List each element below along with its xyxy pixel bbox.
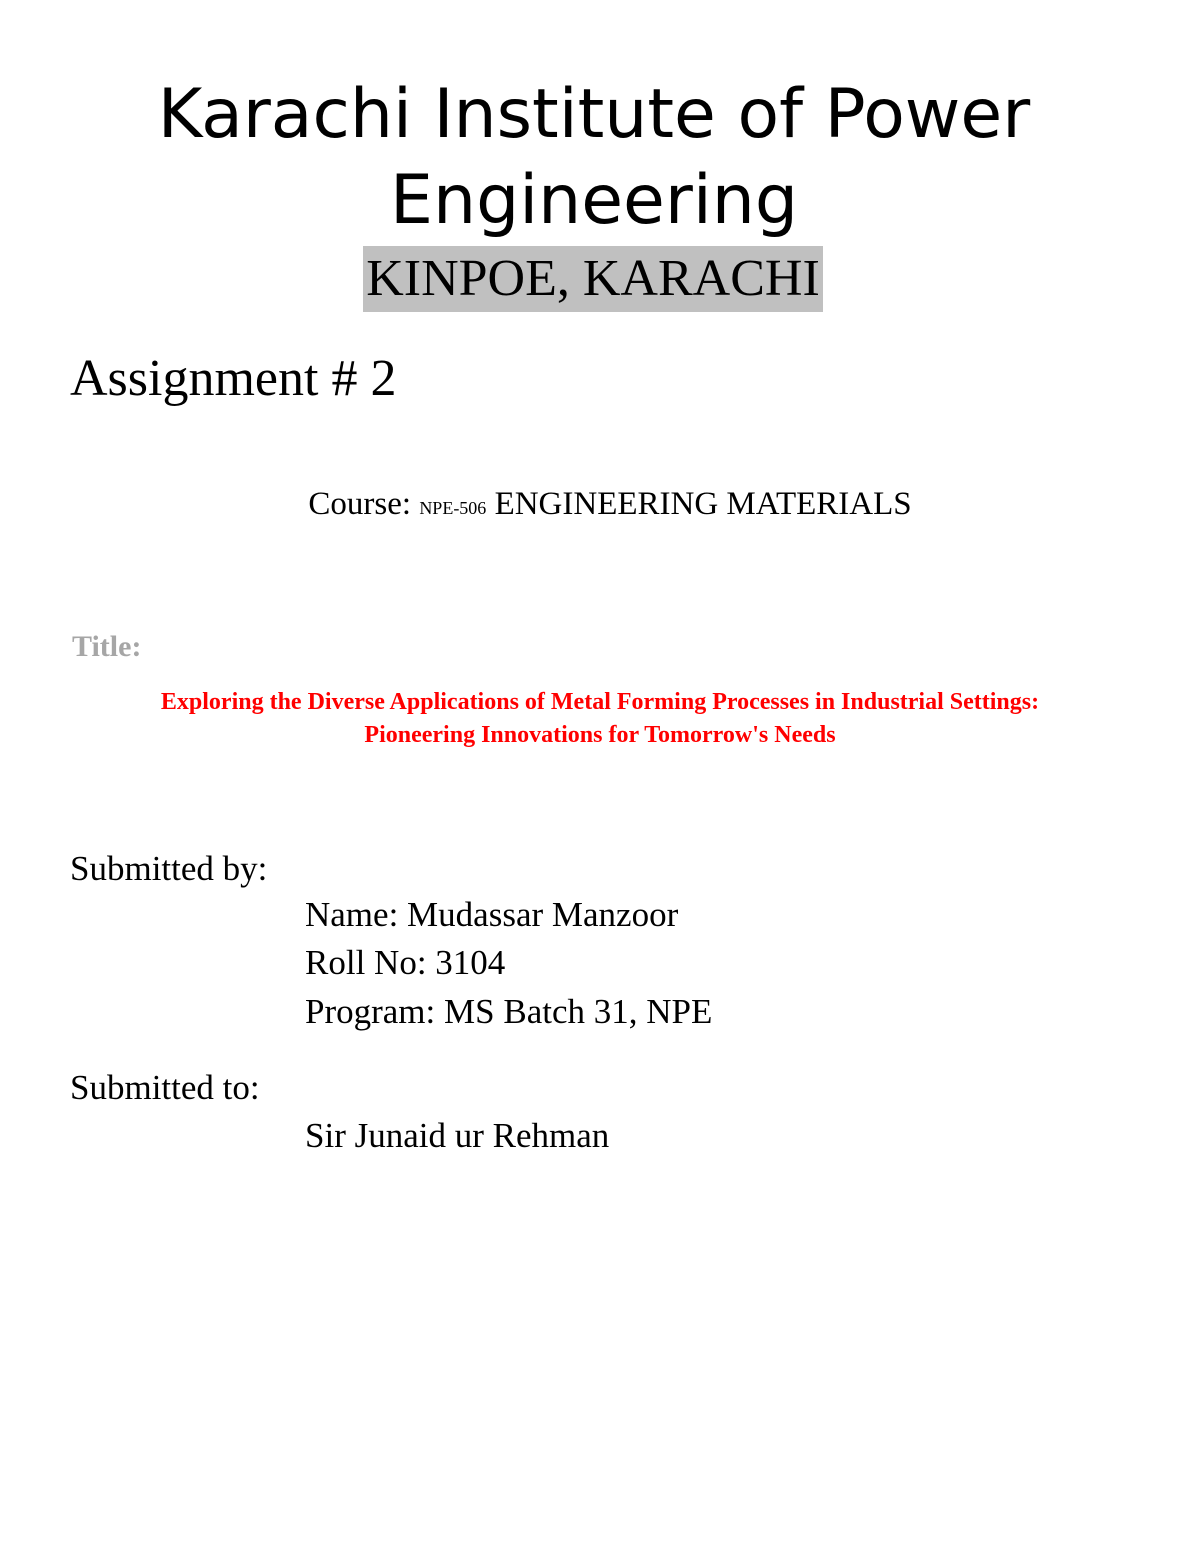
student-program: Program: MS Batch 31, NPE	[305, 992, 713, 1031]
course-name: ENGINEERING MATERIALS	[494, 486, 912, 522]
campus-heading: KINPOE, KARACHI	[363, 246, 823, 312]
title-label: Title:	[72, 630, 142, 663]
campus-heading-row	[0, 246, 1200, 312]
course-code: NPE-506	[419, 498, 487, 518]
assignment-title-line-2: Pioneering Innovations for Tomorrow's Needs	[364, 722, 836, 748]
student-name: Name: Mudassar Manzoor	[305, 895, 679, 934]
institute-name-line-1: Karachi Institute of Power	[157, 75, 1031, 154]
student-roll-number: Roll No: 3104	[305, 943, 506, 982]
assignment-title-line-1: Exploring the Diverse Applications of Metal Forming Processes in Industrial Settings:	[160, 689, 1040, 715]
institute-name-line-2: Engineering	[390, 161, 798, 240]
course-prefix: Course:	[308, 486, 412, 522]
submitted-by-label: Submitted by:	[70, 849, 268, 888]
supervisor-name: Sir Junaid ur Rehman	[305, 1116, 610, 1155]
assignment-number: Assignment # 2	[70, 350, 397, 407]
submitted-to-label: Submitted to:	[70, 1068, 260, 1107]
course-line	[0, 484, 1200, 528]
